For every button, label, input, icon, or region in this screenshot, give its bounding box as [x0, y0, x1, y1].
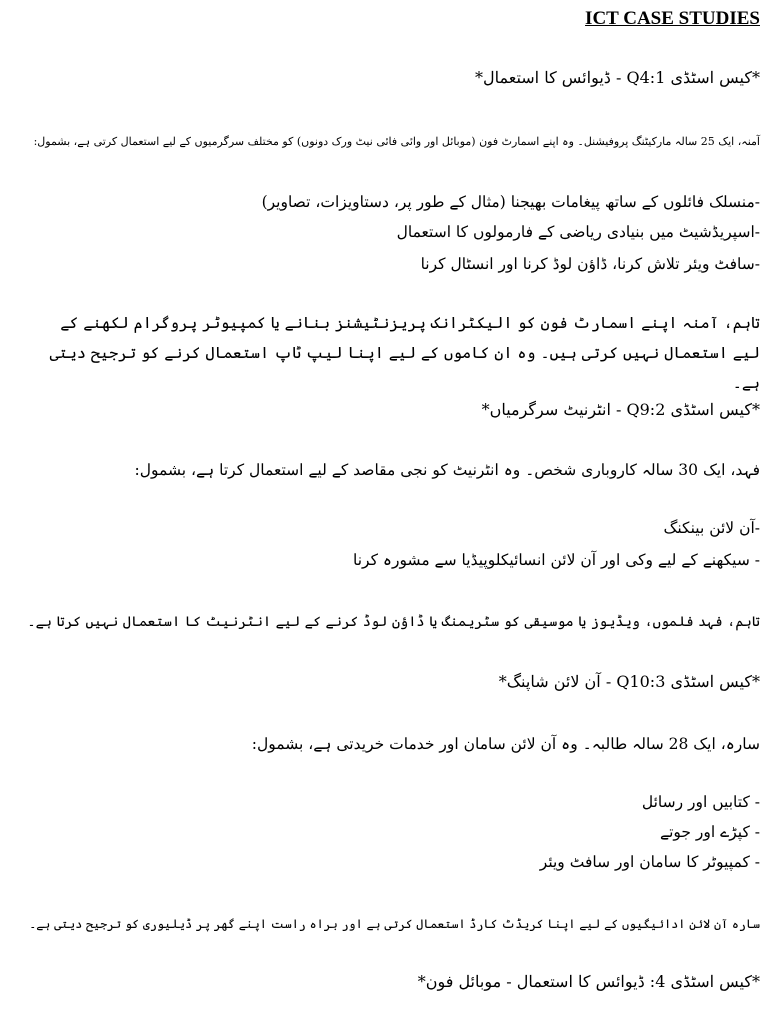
- case3-heading: *کیس اسٹڈی Q10:3 - آن لائن شاپنگ*: [498, 672, 760, 691]
- case3-bullet: - کتابیں اور رسائل: [641, 793, 760, 811]
- case4-heading: *کیس اسٹڈی 4: ڈیوائس کا استعمال - موبائل فون*: [417, 972, 760, 991]
- case2-bullet: -آن لائن بینکنگ: [663, 519, 760, 537]
- case1-intro: آمنہ، ایک 25 سالہ مارکیٹنگ پروفیشنل۔ وہ اپنے اسمارٹ فون (موبائل اور وائی فائی نیٹ ورک دونوں) کو مختلف سرگرمیوں کے لیے استعمال کرتی ہے، بشمول:: [33, 135, 760, 148]
- case1-bullet: -سافٹ ویئر تلاش کرنا، ڈاؤن لوڈ کرنا اور انسٹال کرنا: [420, 255, 760, 273]
- case1-closing: تاہم، آمنہ اپنے اسمارٹ فون کو الیکٹرانک پریزنٹیشنز بنانے یا کمپیوٹر پروگرام لکھنے کے لیے استعمال نہیں کرتی ہیں۔ وہ ان کاموں کے لیے اپنا لیپ ٹاپ استعمال کرنے کو ترجیح دیتی ہے۔: [49, 314, 760, 392]
- document-title: ICT CASE STUDIES: [585, 8, 760, 29]
- case1-bullet: -اسپریڈشیٹ میں بنیادی ریاضی کے فارمولوں کا استعمال: [396, 223, 760, 241]
- case1-heading: *کیس اسٹڈی Q4:1 - ڈیوائس کا استعمال*: [474, 68, 760, 87]
- case3-closing: سارہ آن لائن ادائیگیوں کے لیے اپنا کریڈٹ کارڈ استعمال کرتی ہے اور براہ راست اپنے گھر پر ڈیلیوری کو ترجیح دیتی ہے۔: [29, 917, 760, 931]
- case1-bullet: -منسلک فائلوں کے ساتھ پیغامات بھیجنا (مثال کے طور پر، دستاویزات، تصاویر): [261, 193, 760, 211]
- case3-bullet: - کپڑے اور جوتے: [660, 823, 760, 841]
- case2-closing: تاہم، فہد فلموں، ویڈیوز یا موسیقی کو سٹریمنگ یا ڈاؤن لوڈ کرنے کے لیے انٹرنیٹ کا استعمال نہیں کرتا ہے۔: [27, 614, 760, 630]
- case2-bullet: - سیکھنے کے لیے وکی اور آن لائن انسائیکلوپیڈیا سے مشورہ کرنا: [353, 551, 760, 569]
- case3-bullet: - کمپیوٹر کا سامان اور سافٹ ویئر: [539, 853, 760, 871]
- case2-heading: *کیس اسٹڈی Q9:2 - انٹرنیٹ سرگرمیاں*: [481, 400, 760, 419]
- case3-intro: سارہ، ایک 28 سالہ طالبہ۔ وہ آن لائن سامان اور خدمات خریدتی ہے، بشمول:: [251, 735, 760, 753]
- case2-intro: فہد، ایک 30 سالہ کاروباری شخص۔ وہ انٹرنیٹ کو نجی مقاصد کے لیے استعمال کرتا ہے، بشمول:: [134, 461, 760, 479]
